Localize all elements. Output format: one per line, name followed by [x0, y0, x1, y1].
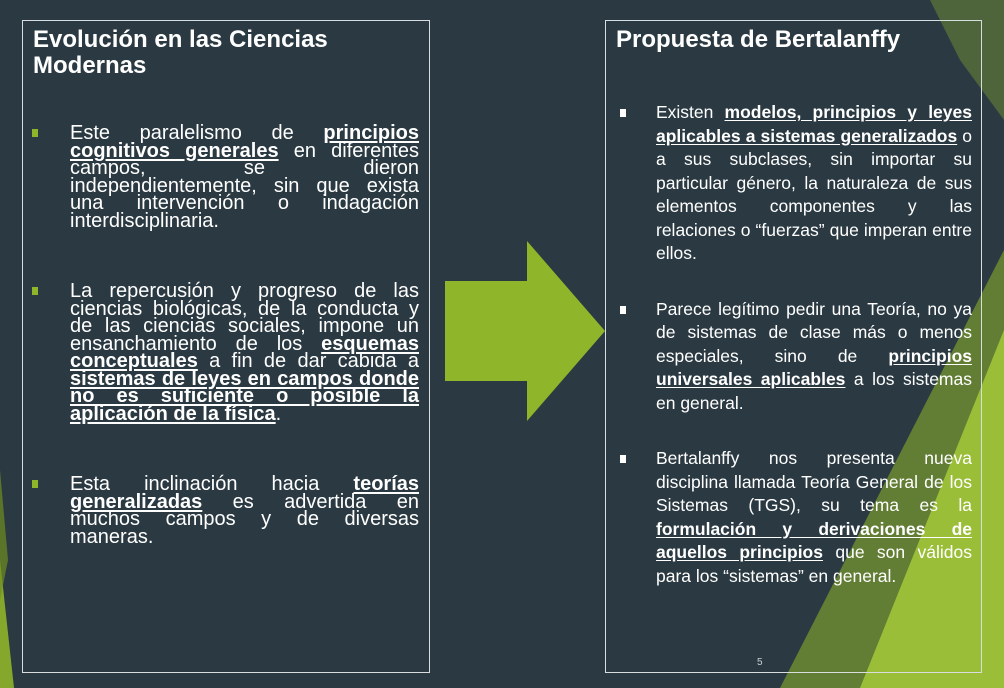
- square-bullet-icon: [620, 109, 626, 117]
- right-panel-title: Propuesta de Bertalanffy: [616, 26, 901, 53]
- right-panel: [605, 20, 982, 673]
- bullet-text: [70, 473, 419, 548]
- body-text: en diferentes campos, se dieron independientemente, sin que exista una intervención o indagación interdisciplinaria.: [70, 139, 419, 232]
- bullet-text: [70, 122, 419, 232]
- emphasized-text: sistemas de leyes en campos donde no es suficiente o posible la aplicación de la física: [70, 367, 419, 425]
- emphasized-text: esquemas conceptuales: [70, 332, 419, 372]
- right-item-3: [606, 447, 972, 588]
- left-item-2: [23, 280, 419, 425]
- body-text: Parece legítimo pedir una Teoría, no ya de sistemas de clase más o menos especiales, sino de: [656, 298, 972, 366]
- bullet-text: [70, 280, 419, 425]
- body-text: La repercusión y progreso de las ciencias biológicas, de la conducta y de las ciencias sociales, impone un ensanchamiento de los: [70, 280, 419, 355]
- bullet-text: [656, 102, 972, 263]
- slide-number: 5: [757, 657, 763, 668]
- body-text: Existen: [656, 102, 725, 122]
- emphasized-text: teorías generalizadas: [70, 473, 419, 513]
- left-item-1: [23, 122, 419, 232]
- body-text: a los sistemas en general.: [656, 369, 972, 413]
- body-text: .: [275, 402, 282, 425]
- left-bullet-list: [23, 122, 419, 548]
- body-text: Bertalanffy nos presenta nueva disciplina llamada Teoría General de los Sistemas (TGS), su tema es la: [656, 448, 972, 515]
- bullet-text: [656, 448, 972, 586]
- emphasized-text: principios universales aplicables: [656, 345, 972, 389]
- square-bullet-icon: [620, 455, 626, 463]
- bullet-text: [656, 299, 972, 413]
- body-text: o a sus subclases, sin importar su particular género, la naturaleza de sus elementos componentes y las relaciones o “fuerzas” que imperan entre ellos.: [656, 125, 972, 263]
- body-text: que son válidos para los “sistemas” en general.: [656, 542, 972, 586]
- square-bullet-icon: [32, 480, 38, 488]
- left-panel-title: Evolución en las Ciencias Modernas: [33, 26, 328, 79]
- body-text: Este paralelismo de: [70, 122, 324, 144]
- body-text: a fin de dar cabida a: [197, 350, 419, 372]
- right-bullet-list: [606, 101, 972, 588]
- right-item-1: [606, 101, 972, 266]
- square-bullet-icon: [620, 306, 626, 314]
- body-text: Esta inclinación hacia: [70, 473, 354, 495]
- square-bullet-icon: [32, 287, 38, 295]
- right-arrow-icon: [445, 241, 605, 421]
- left-panel: [22, 20, 430, 673]
- left-item-3: [23, 473, 419, 548]
- body-text: es advertida en muchos campos y de diversas maneras.: [70, 490, 419, 548]
- right-item-2: [606, 298, 972, 416]
- emphasized-text: principios cognitivos generales: [70, 122, 419, 162]
- emphasized-text: formulación y derivaciones de aquellos principios: [656, 518, 972, 562]
- emphasized-text: modelos, principios y leyes aplicables a sistemas generalizados: [656, 102, 972, 146]
- square-bullet-icon: [32, 129, 38, 137]
